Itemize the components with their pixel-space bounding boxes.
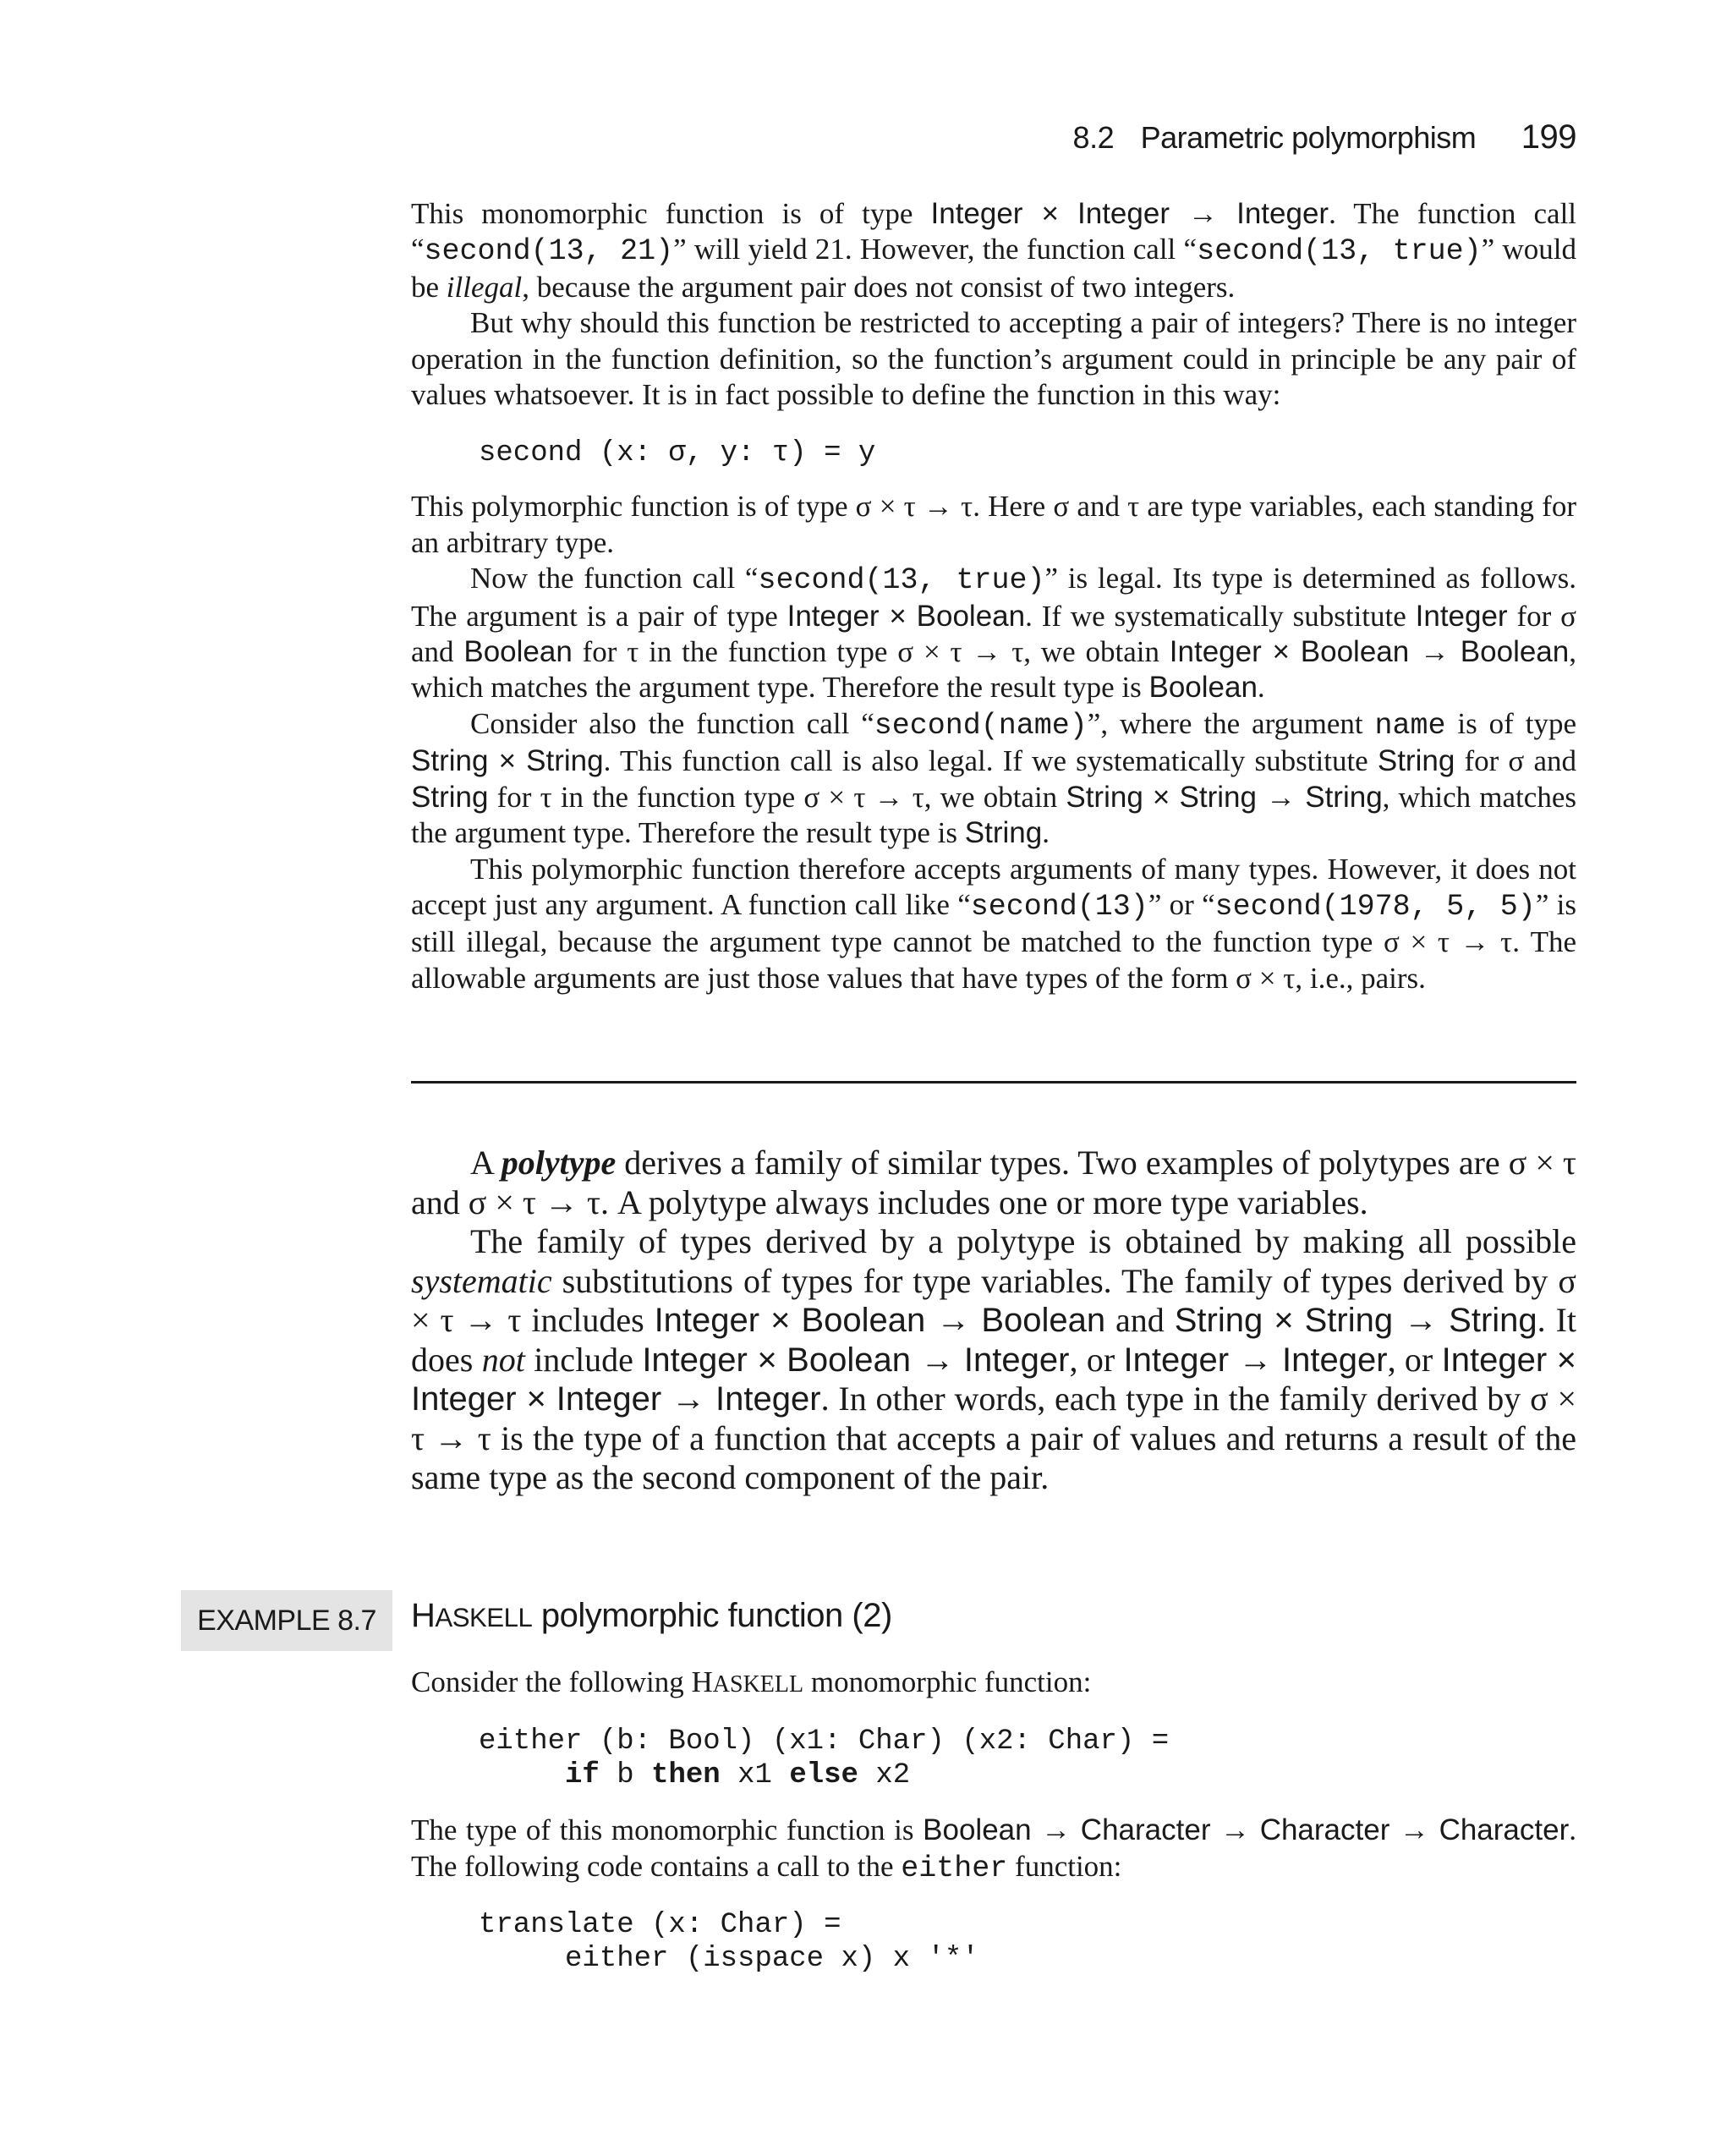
paragraph-6: This polymorphic function therefore accepts arguments of many types. However, it does not accept just any argument. A function call like “second(13)” or “second(1978, 5, 5)” is still illegal, because the argument type cannot be matched to the function type σ × τ → τ. The allowable arguments are just those values that have types of the form σ × τ, i.e., pairs. xyxy=(411,852,1576,995)
code-translate: translate (x: Char) = either (isspace x) x '*' xyxy=(479,1909,979,1976)
paragraph-5: Consider also the function call “second(name)”, where the argument name is of type String × String. This function call is also legal. If we systematically substitute String for σ and String for τ in the function type σ × τ → τ, we obtain String × String → String, which matches the argument type. Therefore the result type is String. xyxy=(411,706,1576,850)
section-divider xyxy=(411,1081,1576,1083)
example-after-paragraph: The type of this monomorphic function is Boolean → Character → Character → Character. The following code contains a call to the either function: xyxy=(411,1813,1576,1885)
definition-block xyxy=(411,1144,1576,1498)
paragraph-3: This polymorphic function is of type σ × τ → τ. Here σ and τ are type variables, each standing for an arbitrary type. xyxy=(411,490,1576,559)
example-intro: Consider the following HASKELL monomorphic function: xyxy=(411,1665,1092,1698)
definition-paragraph-2: The family of types derived by a polytype is obtained by making all possible systematic substitutions of types for type variables. The family of types derived by σ × τ → τ includes Integer × Boolean → Boolean and String × String → String. It does not include Integer × Boolean → Integer, or Integer → Integer, or Integer × Integer × Integer → Integer. In other words, each type in the family derived by σ × τ → τ is the type of a function that accepts a pair of values and returns a result of the same type as the second component of the pair. xyxy=(411,1222,1576,1496)
page-number: 199 xyxy=(1521,118,1576,156)
code-second-polymorphic: second (x: σ, y: τ) = y xyxy=(479,437,876,470)
body-upper xyxy=(411,196,1576,996)
paragraph-2: But why should this function be restricted to accepting a pair of integers? There is no integer operation in the function definition, so the function’s argument could in principle be any pair of values whatsoever. It is in fact possible to define the function in this way: xyxy=(411,306,1576,412)
example-label: EXAMPLE 8.7 xyxy=(181,1590,392,1651)
example-title: HASKELL polymorphic function (2) xyxy=(411,1597,892,1634)
section-number: 8.2 xyxy=(1072,120,1115,155)
definition-paragraph-1: A polytype derives a family of similar types. Two examples of polytypes are σ × τ and σ × τ → τ. A polytype always includes one or more type variables. xyxy=(411,1144,1576,1221)
code-either: either (b: Bool) (x1: Char) (x2: Char) = if b then x1 else x2 xyxy=(479,1725,1170,1792)
paragraph-4: Now the function call “second(13, true)” is legal. Its type is determined as follows. The argument is a pair of type Integer × Boolean. If we systematically substitute Integer for σ and Boolean for τ in the function type σ × τ → τ, we obtain Integer × Boolean → Boolean, which matches the argument type. Therefore the result type is Boolean. xyxy=(411,562,1576,705)
paragraph-1: This monomorphic function is of type Integer × Integer → Integer. The function call “second(13, 21)” will yield 21. However, the function call “second(13, true)” would be illegal, because the argument pair does not consist of two integers. xyxy=(411,197,1577,304)
example-body xyxy=(411,1665,1576,1976)
section-title: Parametric polymorphism xyxy=(1140,120,1477,155)
running-head xyxy=(1073,118,1576,156)
